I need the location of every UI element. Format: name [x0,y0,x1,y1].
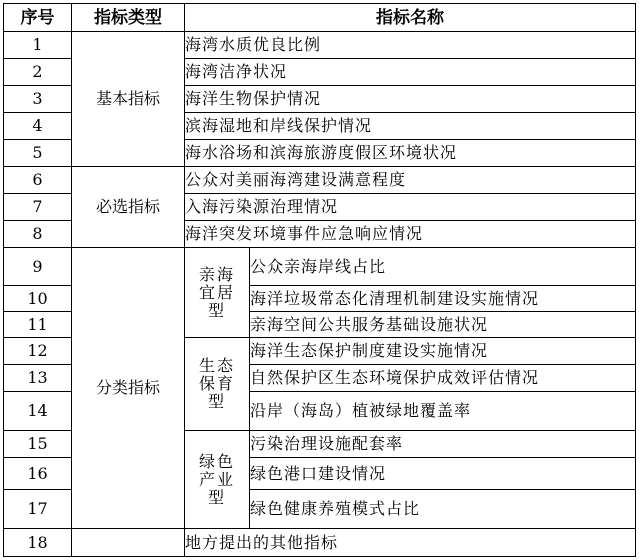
subgroup-green-line: 型 [207,487,226,507]
subgroup-ecological [185,338,250,431]
row-name: 公众对美丽海湾建设满意程度 [185,167,636,194]
row-name: 海洋垃圾常态化清理机制建设实施情况 [250,286,636,312]
row-name: 亲海空间公共服务基础设施状况 [250,312,636,338]
row-name: 海水浴场和滨海旅游度假区环境状况 [185,140,636,167]
table-row [4,529,636,557]
row-no: 9 [4,248,72,286]
row-no: 12 [4,338,72,365]
row-name: 公众亲海岸线占比 [250,248,636,286]
header-type: 指标类型 [72,4,185,32]
indicator-table [3,3,636,557]
row-name: 海湾水质优良比例 [185,32,636,59]
row-name: 绿色健康养殖模式占比 [250,490,636,529]
group-classified: 分类指标 [72,248,185,529]
subgroup-ecological-line: 型 [207,392,226,411]
row-no: 18 [4,529,72,557]
table-row [4,248,636,286]
row-name: 入海污染源治理情况 [185,194,636,221]
row-name: 海洋生物保护情况 [185,86,636,113]
row-no: 17 [4,490,72,529]
row-no: 4 [4,113,72,140]
subgroup-livable-line: 亲海 [198,264,235,284]
row-no: 14 [4,392,72,431]
row-name: 自然保护区生态环境保护成效评估情况 [250,365,636,392]
subgroup-ecological-line: 生态 [198,356,235,375]
subgroup-green-line: 产业 [198,469,235,489]
subgroup-green-line: 绿色 [198,451,235,471]
subgroup-livable [185,248,250,338]
row-no: 5 [4,140,72,167]
row-no: 13 [4,365,72,392]
row-name: 海湾洁净状况 [185,59,636,86]
header-row [4,4,636,32]
group-optional: 必选指标 [72,167,185,248]
row-name: 绿色港口建设情况 [250,458,636,490]
group-basic: 基本指标 [72,32,185,167]
subgroup-livable-line: 宜居 [198,282,235,302]
row-no: 7 [4,194,72,221]
row-no: 15 [4,431,72,458]
row-no: 16 [4,458,72,490]
row-no: 3 [4,86,72,113]
row-name: 地方提出的其他指标 [185,529,636,557]
subgroup-green [185,431,250,529]
group-empty [72,529,185,557]
subgroup-ecological-line: 保育 [198,374,235,393]
row-no: 10 [4,286,72,312]
row-name: 沿岸（海岛）植被绿地覆盖率 [250,392,636,431]
table-row [4,167,636,194]
row-name: 海洋突发环境事件应急响应情况 [185,221,636,248]
row-name: 海洋生态保护制度建设实施情况 [250,338,636,365]
row-name: 滨海湿地和岸线保护情况 [185,113,636,140]
header-name: 指标名称 [185,4,636,32]
row-no: 1 [4,32,72,59]
row-no: 2 [4,59,72,86]
row-no: 8 [4,221,72,248]
table-row [4,32,636,59]
subgroup-livable-line: 型 [207,300,226,320]
header-no: 序号 [4,4,72,32]
row-no: 11 [4,312,72,338]
row-name: 污染治理设施配套率 [250,431,636,458]
row-no: 6 [4,167,72,194]
